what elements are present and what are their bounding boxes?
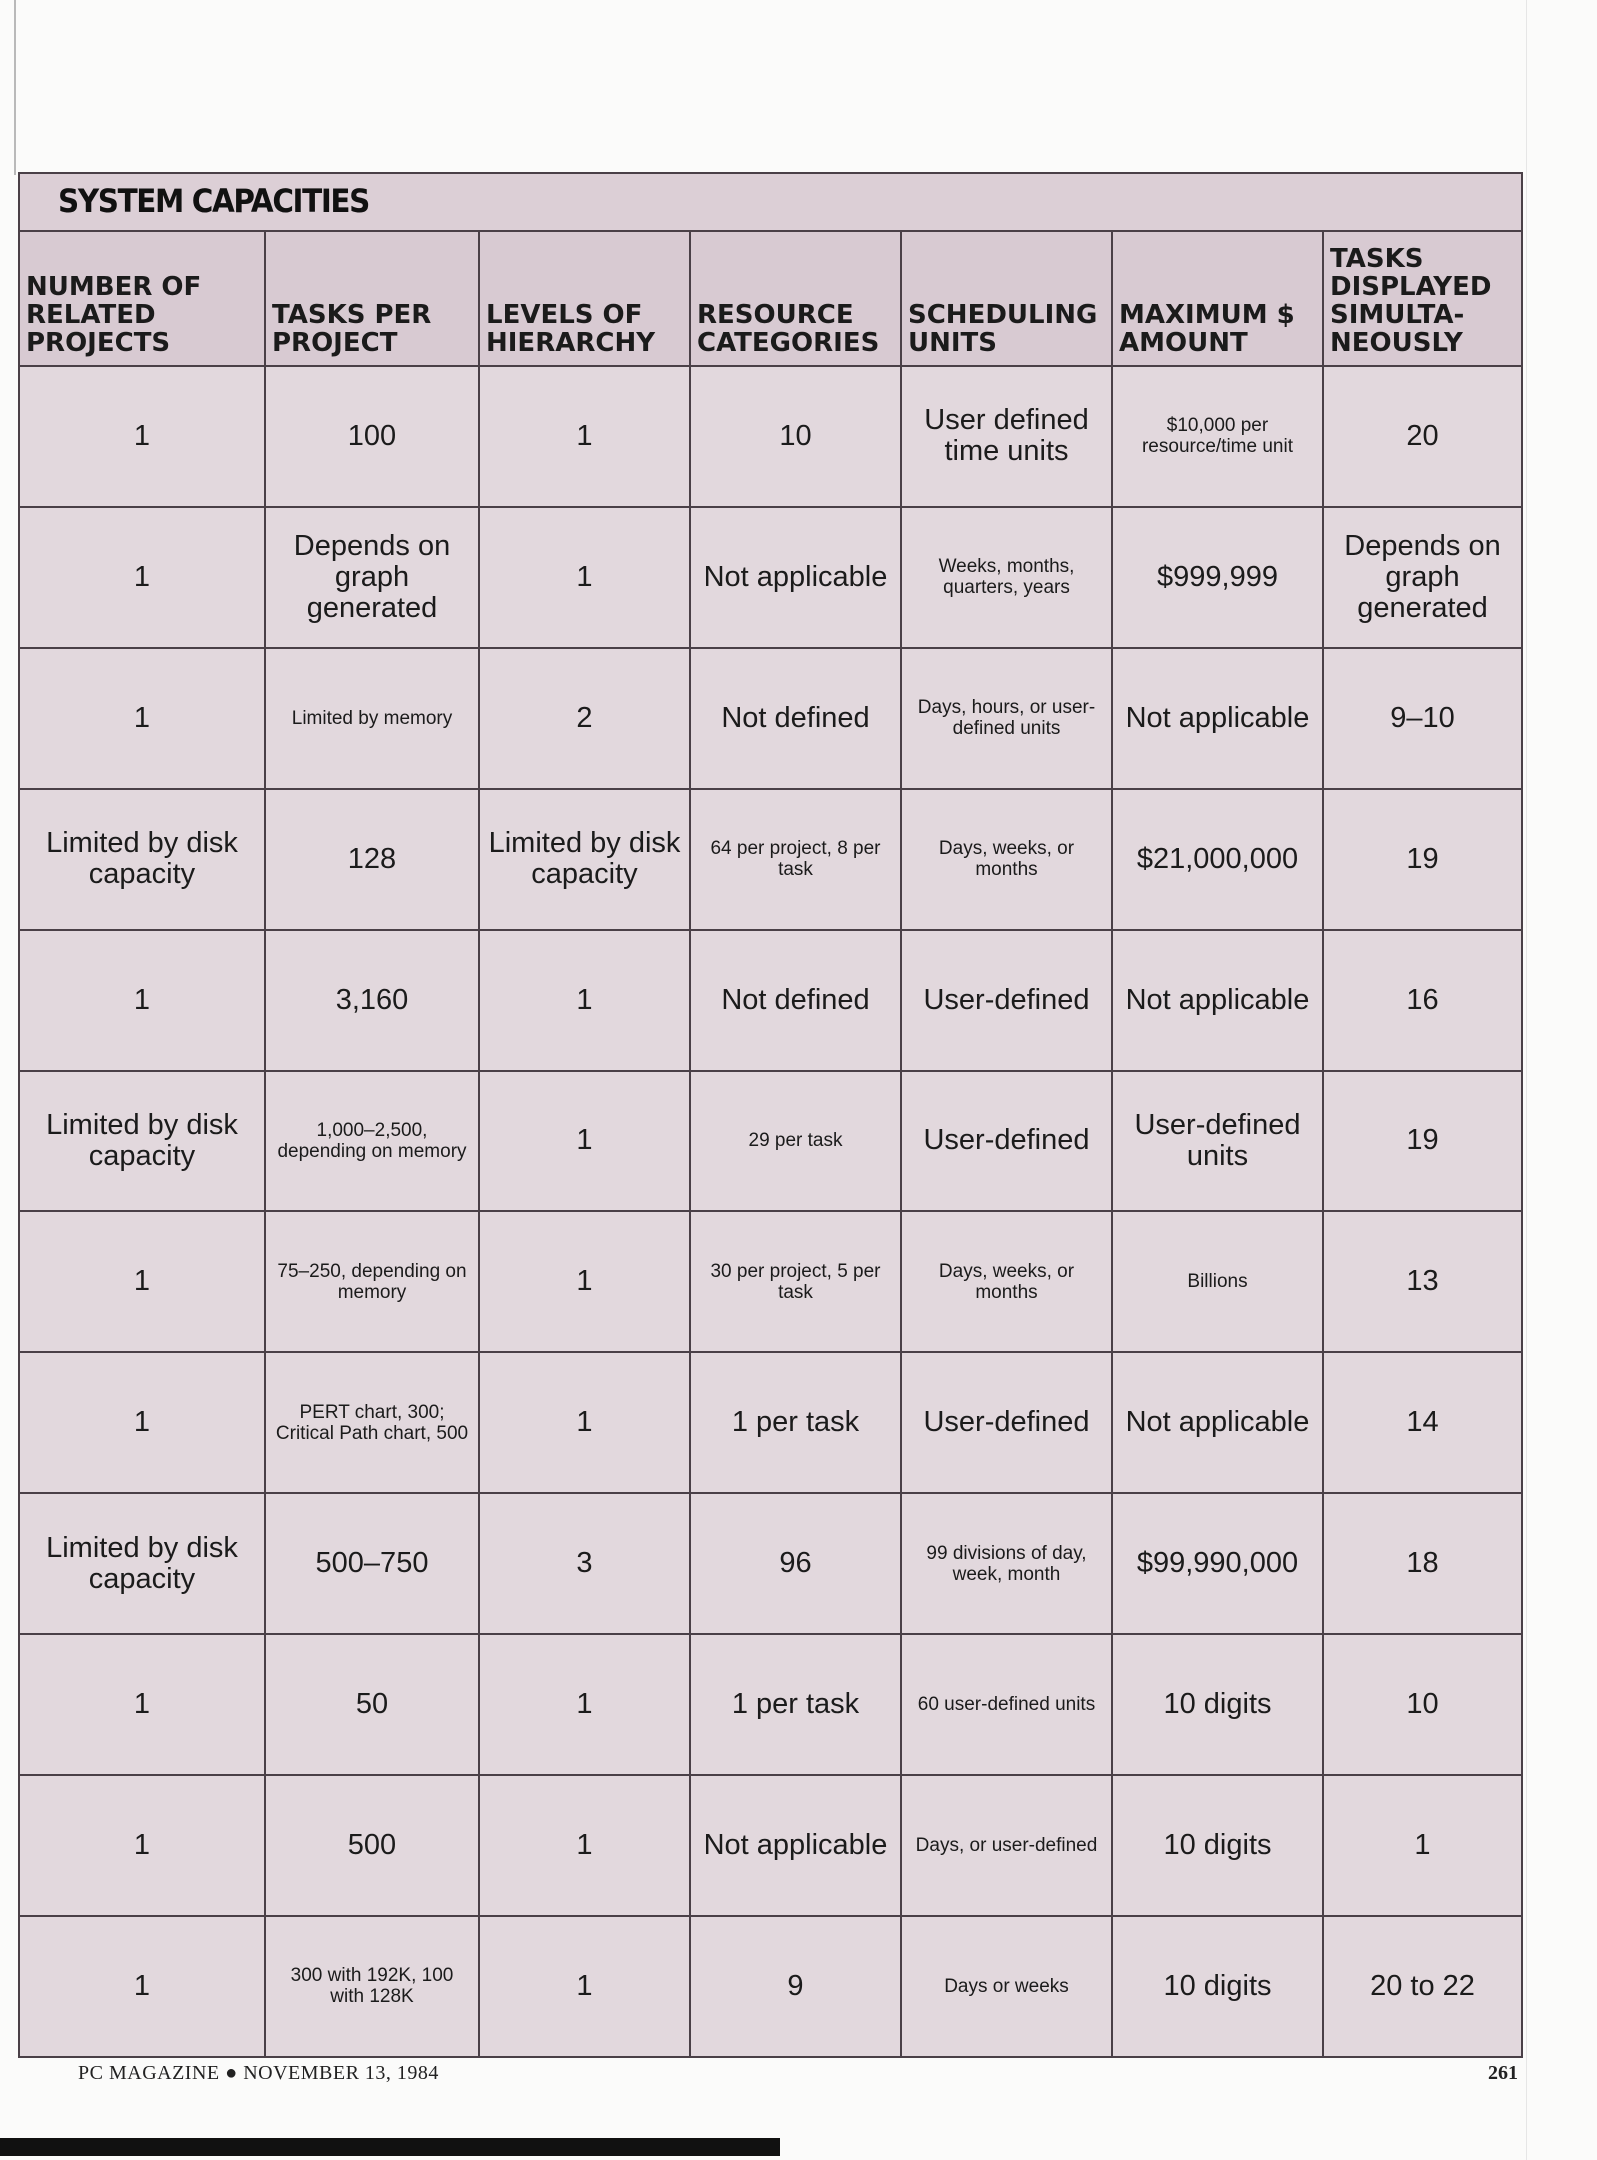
table-row: [20, 1071, 1521, 1212]
table-cell: 1: [479, 1211, 690, 1352]
table-cell: 1: [20, 1352, 265, 1493]
table-cell: 19: [1323, 1071, 1521, 1212]
table-cell: 1: [20, 1775, 265, 1916]
page-fold-edge: [14, 0, 16, 175]
table-cell: Limited by disk capacity: [20, 1493, 265, 1634]
column-header: TASKS DISPLAYED SIMULTA- NEOUSLY: [1323, 232, 1521, 366]
table-row: [20, 789, 1521, 930]
column-header: MAXIMUM $ AMOUNT: [1112, 232, 1323, 366]
table-cell: 1: [20, 1916, 265, 2056]
table-cell: 1: [479, 507, 690, 648]
column-header: LEVELS OF HIERARCHY: [479, 232, 690, 366]
table-cell: 1: [479, 1916, 690, 2056]
table-cell: 1: [479, 1775, 690, 1916]
table-row: [20, 1493, 1521, 1634]
header-row: [20, 232, 1521, 366]
table-cell: User defined time units: [901, 366, 1112, 507]
table-cell: 300 with 192K, 100 with 128K: [265, 1916, 479, 2056]
table-cell: 1: [1323, 1775, 1521, 1916]
system-capacities-table: [18, 172, 1523, 2058]
column-header: NUMBER OF RELATED PROJECTS: [20, 232, 265, 366]
table-cell: Depends on graph generated: [265, 507, 479, 648]
table-cell: Limited by disk capacity: [20, 789, 265, 930]
table-cell: 1: [479, 1071, 690, 1212]
table-cell: 1: [20, 366, 265, 507]
table-cell: 500–750: [265, 1493, 479, 1634]
table-cell: 60 user-defined units: [901, 1634, 1112, 1775]
table-cell: $10,000 per resource/time unit: [1112, 366, 1323, 507]
table-cell: 1: [20, 1211, 265, 1352]
table-cell: 1,000–2,500, depending on memory: [265, 1071, 479, 1212]
page-number: 261: [1488, 2062, 1518, 2084]
table-cell: Days, or user-defined: [901, 1775, 1112, 1916]
table-cell: Not applicable: [690, 507, 901, 648]
table-cell: 1: [479, 930, 690, 1071]
table-cell: 19: [1323, 789, 1521, 930]
table-cell: Not applicable: [1112, 648, 1323, 789]
table-cell: 10 digits: [1112, 1634, 1323, 1775]
table-cell: Days or weeks: [901, 1916, 1112, 2056]
table-cell: Not applicable: [1112, 930, 1323, 1071]
table-cell: 1: [479, 1352, 690, 1493]
table-cell: 29 per task: [690, 1071, 901, 1212]
table-cell: 2: [479, 648, 690, 789]
table-cell: User-defined: [901, 930, 1112, 1071]
table-cell: Not applicable: [690, 1775, 901, 1916]
table-row: [20, 648, 1521, 789]
table-cell: 1: [479, 1634, 690, 1775]
table-cell: 9: [690, 1916, 901, 2056]
table-cell: 96: [690, 1493, 901, 1634]
table-title-bar: [20, 174, 1521, 232]
table-cell: $999,999: [1112, 507, 1323, 648]
table-row: [20, 366, 1521, 507]
table-cell: 64 per project, 8 per task: [690, 789, 901, 930]
table-row: [20, 1211, 1521, 1352]
table-cell: 1: [20, 1634, 265, 1775]
table-cell: 10: [1323, 1634, 1521, 1775]
table-row: [20, 1352, 1521, 1493]
table-cell: 100: [265, 366, 479, 507]
table-cell: Not defined: [690, 930, 901, 1071]
table-cell: Depends on graph generated: [1323, 507, 1521, 648]
column-header: SCHEDULING UNITS: [901, 232, 1112, 366]
page-bottom-edge: [0, 2138, 780, 2156]
table-cell: 1: [479, 366, 690, 507]
table-cell: 75–250, depending on memory: [265, 1211, 479, 1352]
column-header: RESOURCE CATEGORIES: [690, 232, 901, 366]
table-cell: 128: [265, 789, 479, 930]
table-cell: Weeks, months, quarters, years: [901, 507, 1112, 648]
table-cell: 1 per task: [690, 1352, 901, 1493]
table-cell: Limited by disk capacity: [20, 1071, 265, 1212]
table-cell: Limited by disk capacity: [479, 789, 690, 930]
table-cell: 14: [1323, 1352, 1521, 1493]
table-cell: 13: [1323, 1211, 1521, 1352]
table-cell: 99 divisions of day, week, month: [901, 1493, 1112, 1634]
table-cell: Days, weeks, or months: [901, 789, 1112, 930]
table-cell: User-defined: [901, 1352, 1112, 1493]
publication-footer: PC MAGAZINE ● NOVEMBER 13, 1984: [78, 2062, 439, 2084]
table-cell: Billions: [1112, 1211, 1323, 1352]
table-cell: 1: [20, 648, 265, 789]
table-cell: 1: [20, 930, 265, 1071]
table-title: SYSTEM CAPACITIES: [58, 182, 369, 220]
table-cell: 3,160: [265, 930, 479, 1071]
table-cell: 3: [479, 1493, 690, 1634]
table-cell: Limited by memory: [265, 648, 479, 789]
column-header: TASKS PER PROJECT: [265, 232, 479, 366]
table-cell: Not defined: [690, 648, 901, 789]
table-cell: Days, hours, or user-defined units: [901, 648, 1112, 789]
table-cell: $99,990,000: [1112, 1493, 1323, 1634]
capacities-grid: [20, 232, 1521, 2056]
table-cell: 10: [690, 366, 901, 507]
table-cell: 1 per task: [690, 1634, 901, 1775]
table-row: [20, 1916, 1521, 2056]
table-cell: User-defined units: [1112, 1071, 1323, 1212]
table-cell: Not applicable: [1112, 1352, 1323, 1493]
table-cell: 50: [265, 1634, 479, 1775]
table-cell: Days, weeks, or months: [901, 1211, 1112, 1352]
table-row: [20, 1634, 1521, 1775]
table-row: [20, 930, 1521, 1071]
table-cell: 9–10: [1323, 648, 1521, 789]
table-cell: 16: [1323, 930, 1521, 1071]
table-cell: 10 digits: [1112, 1775, 1323, 1916]
table-cell: 20 to 22: [1323, 1916, 1521, 2056]
table-cell: 30 per project, 5 per task: [690, 1211, 901, 1352]
table-cell: 20: [1323, 366, 1521, 507]
table-cell: 18: [1323, 1493, 1521, 1634]
table-cell: 500: [265, 1775, 479, 1916]
table-row: [20, 507, 1521, 648]
table-cell: 10 digits: [1112, 1916, 1323, 2056]
page-right-edge: [1526, 0, 1527, 2160]
table-cell: 1: [20, 507, 265, 648]
table-cell: $21,000,000: [1112, 789, 1323, 930]
table-row: [20, 1775, 1521, 1916]
table-cell: PERT chart, 300; Critical Path chart, 500: [265, 1352, 479, 1493]
table-cell: User-defined: [901, 1071, 1112, 1212]
